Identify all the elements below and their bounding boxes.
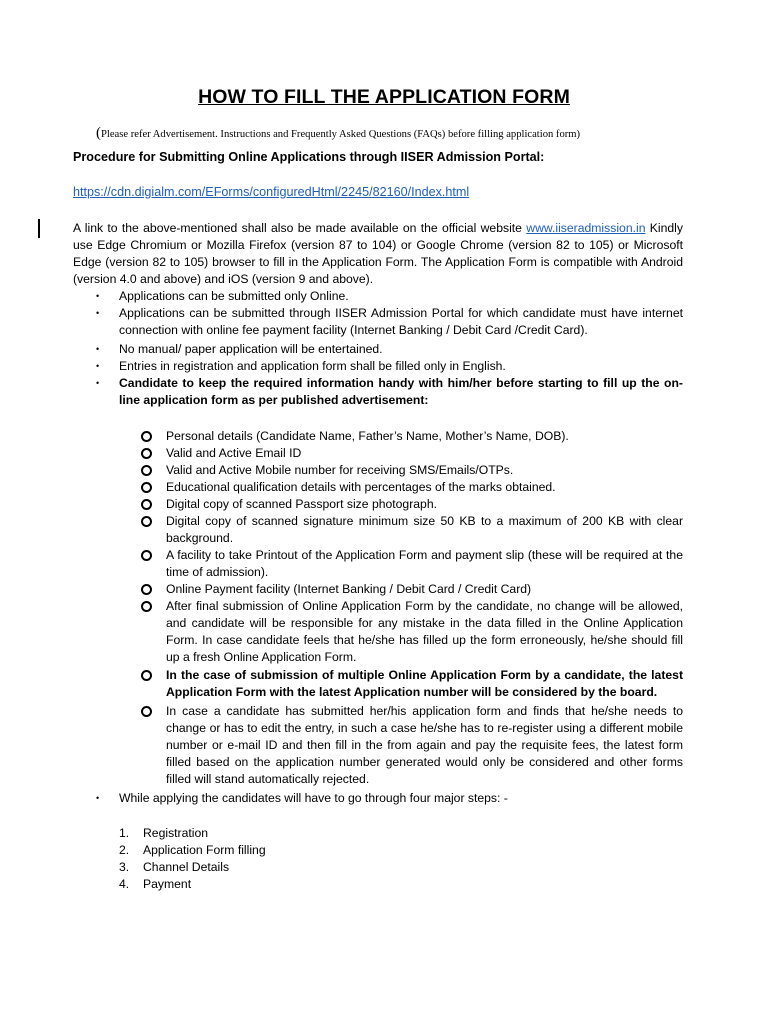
- step-label: Payment: [143, 877, 192, 891]
- checklist-text: In case a candidate has submitted her/his application form and finds that he/she needs to change or has to edit the entry, in such a case he/she has to re-register using a different mobile number or e-mail ID and then fill in the from again and pay the requisite fees, the latest form filled based on the application number generated would only be considered and other forms filled will stand automatically rejected.: [166, 704, 683, 786]
- checklist-text: After final submission of Online Application Form by the candidate, no change will be allowed, and candidate will be responsible for any mistake in the data filled in the Online Application Form. In case candidate feels that he/she has filled up the form erroneously, he/she should fill up a fresh Online Application Form.: [166, 599, 683, 664]
- bullet-text: No manual/ paper application will be entertained.: [119, 342, 383, 356]
- circle-bullet-icon: [141, 431, 152, 442]
- circle-bullet-icon: [141, 482, 152, 493]
- bullet-text: Applications can be submitted only Online.: [119, 289, 349, 303]
- text-cursor: [38, 219, 40, 238]
- checklist-text: Educational qualification details with percentages of the marks obtained.: [166, 480, 556, 494]
- intro-text-after-link: Kindly use Edge Chromium or Mozilla Firefox (version 87 to 104) or Google Chrome (version 82 to 105) or Microsoft Edge (version 82 to 105) browser to fill in the Application Form. The Application Form is compatible with Android (version 4.0 and above) and iOS (version 9 and above).: [73, 221, 683, 286]
- bullet-text: Applications can be submitted through IISER Admission Portal for which candidate must have internet connection with online fee payment facility (Internet Banking / Debit Card /Credit Card).: [119, 306, 683, 337]
- intro-text-before-link: A link to the above-mentioned shall also be made available on the official website: [73, 221, 527, 235]
- circle-bullet-icon: [141, 601, 152, 612]
- procedure-heading: Procedure for Submitting Online Applications through IISER Admission Portal:: [73, 150, 545, 164]
- bullet-icon: •: [96, 291, 100, 301]
- bullet-icon: •: [96, 361, 100, 371]
- circle-bullet-icon: [141, 516, 152, 527]
- step-number: 2.: [119, 843, 130, 857]
- website-link[interactable]: www.iiseradmission.in: [526, 221, 646, 235]
- step-number: 4.: [119, 877, 130, 891]
- checklist-text: Personal details (Candidate Name, Father’s Name, Mother’s Name, DOB).: [166, 429, 569, 443]
- intro-paragraph: [73, 220, 683, 288]
- bullet-icon: •: [96, 793, 100, 803]
- step-number: 1.: [119, 826, 130, 840]
- bullet-icon: •: [96, 378, 100, 388]
- checklist-text: A facility to take Printout of the Application Form and payment slip (these will be required at the time of admission).: [166, 548, 683, 579]
- portal-link[interactable]: https://cdn.digialm.com/EForms/configuredHtml/2245/82160/Index.html: [73, 185, 470, 199]
- circle-bullet-icon: [141, 550, 152, 561]
- document-title: HOW TO FILL THE APPLICATION FORM: [198, 86, 570, 108]
- checklist-text: Valid and Active Email ID: [166, 446, 302, 460]
- instruction-note: [96, 125, 580, 142]
- circle-bullet-icon: [141, 465, 152, 476]
- circle-bullet-icon: [141, 499, 152, 510]
- bullet-text: Candidate to keep the required information handy with him/her before starting to fill up the on-line application form as per published advertisement:: [119, 376, 683, 407]
- checklist-text: In the case of submission of multiple Online Application Form by a candidate, the latest Application Form with the latest Application number will be considered by the board.: [166, 668, 683, 699]
- bullet-text: Entries in registration and application form shall be filled only in English.: [119, 359, 506, 373]
- steps-intro-text: While applying the candidates will have to go through four major steps: -: [119, 791, 508, 805]
- circle-bullet-icon: [141, 706, 152, 717]
- step-label: Registration: [143, 826, 209, 840]
- checklist-text: Valid and Active Mobile number for receiving SMS/Emails/OTPs.: [166, 463, 514, 477]
- circle-bullet-icon: [141, 448, 152, 459]
- checklist-text: Digital copy of scanned Passport size photograph.: [166, 497, 437, 511]
- instruction-note-open-paren: (: [96, 125, 101, 141]
- checklist-text: Digital copy of scanned signature minimum size 50 KB to a maximum of 200 KB with clear background.: [166, 514, 683, 545]
- instruction-note-text: Please refer Advertisement. Instructions and Frequently Asked Questions (FAQs) before filling application form): [101, 129, 581, 140]
- step-label: Channel Details: [143, 860, 230, 874]
- bullet-icon: •: [96, 344, 100, 354]
- step-label: Application Form filling: [143, 843, 266, 857]
- circle-bullet-icon: [141, 670, 152, 681]
- circle-bullet-icon: [141, 584, 152, 595]
- step-number: 3.: [119, 860, 130, 874]
- bullet-icon: •: [96, 308, 100, 318]
- checklist-text: Online Payment facility (Internet Banking / Debit Card / Credit Card): [166, 582, 532, 596]
